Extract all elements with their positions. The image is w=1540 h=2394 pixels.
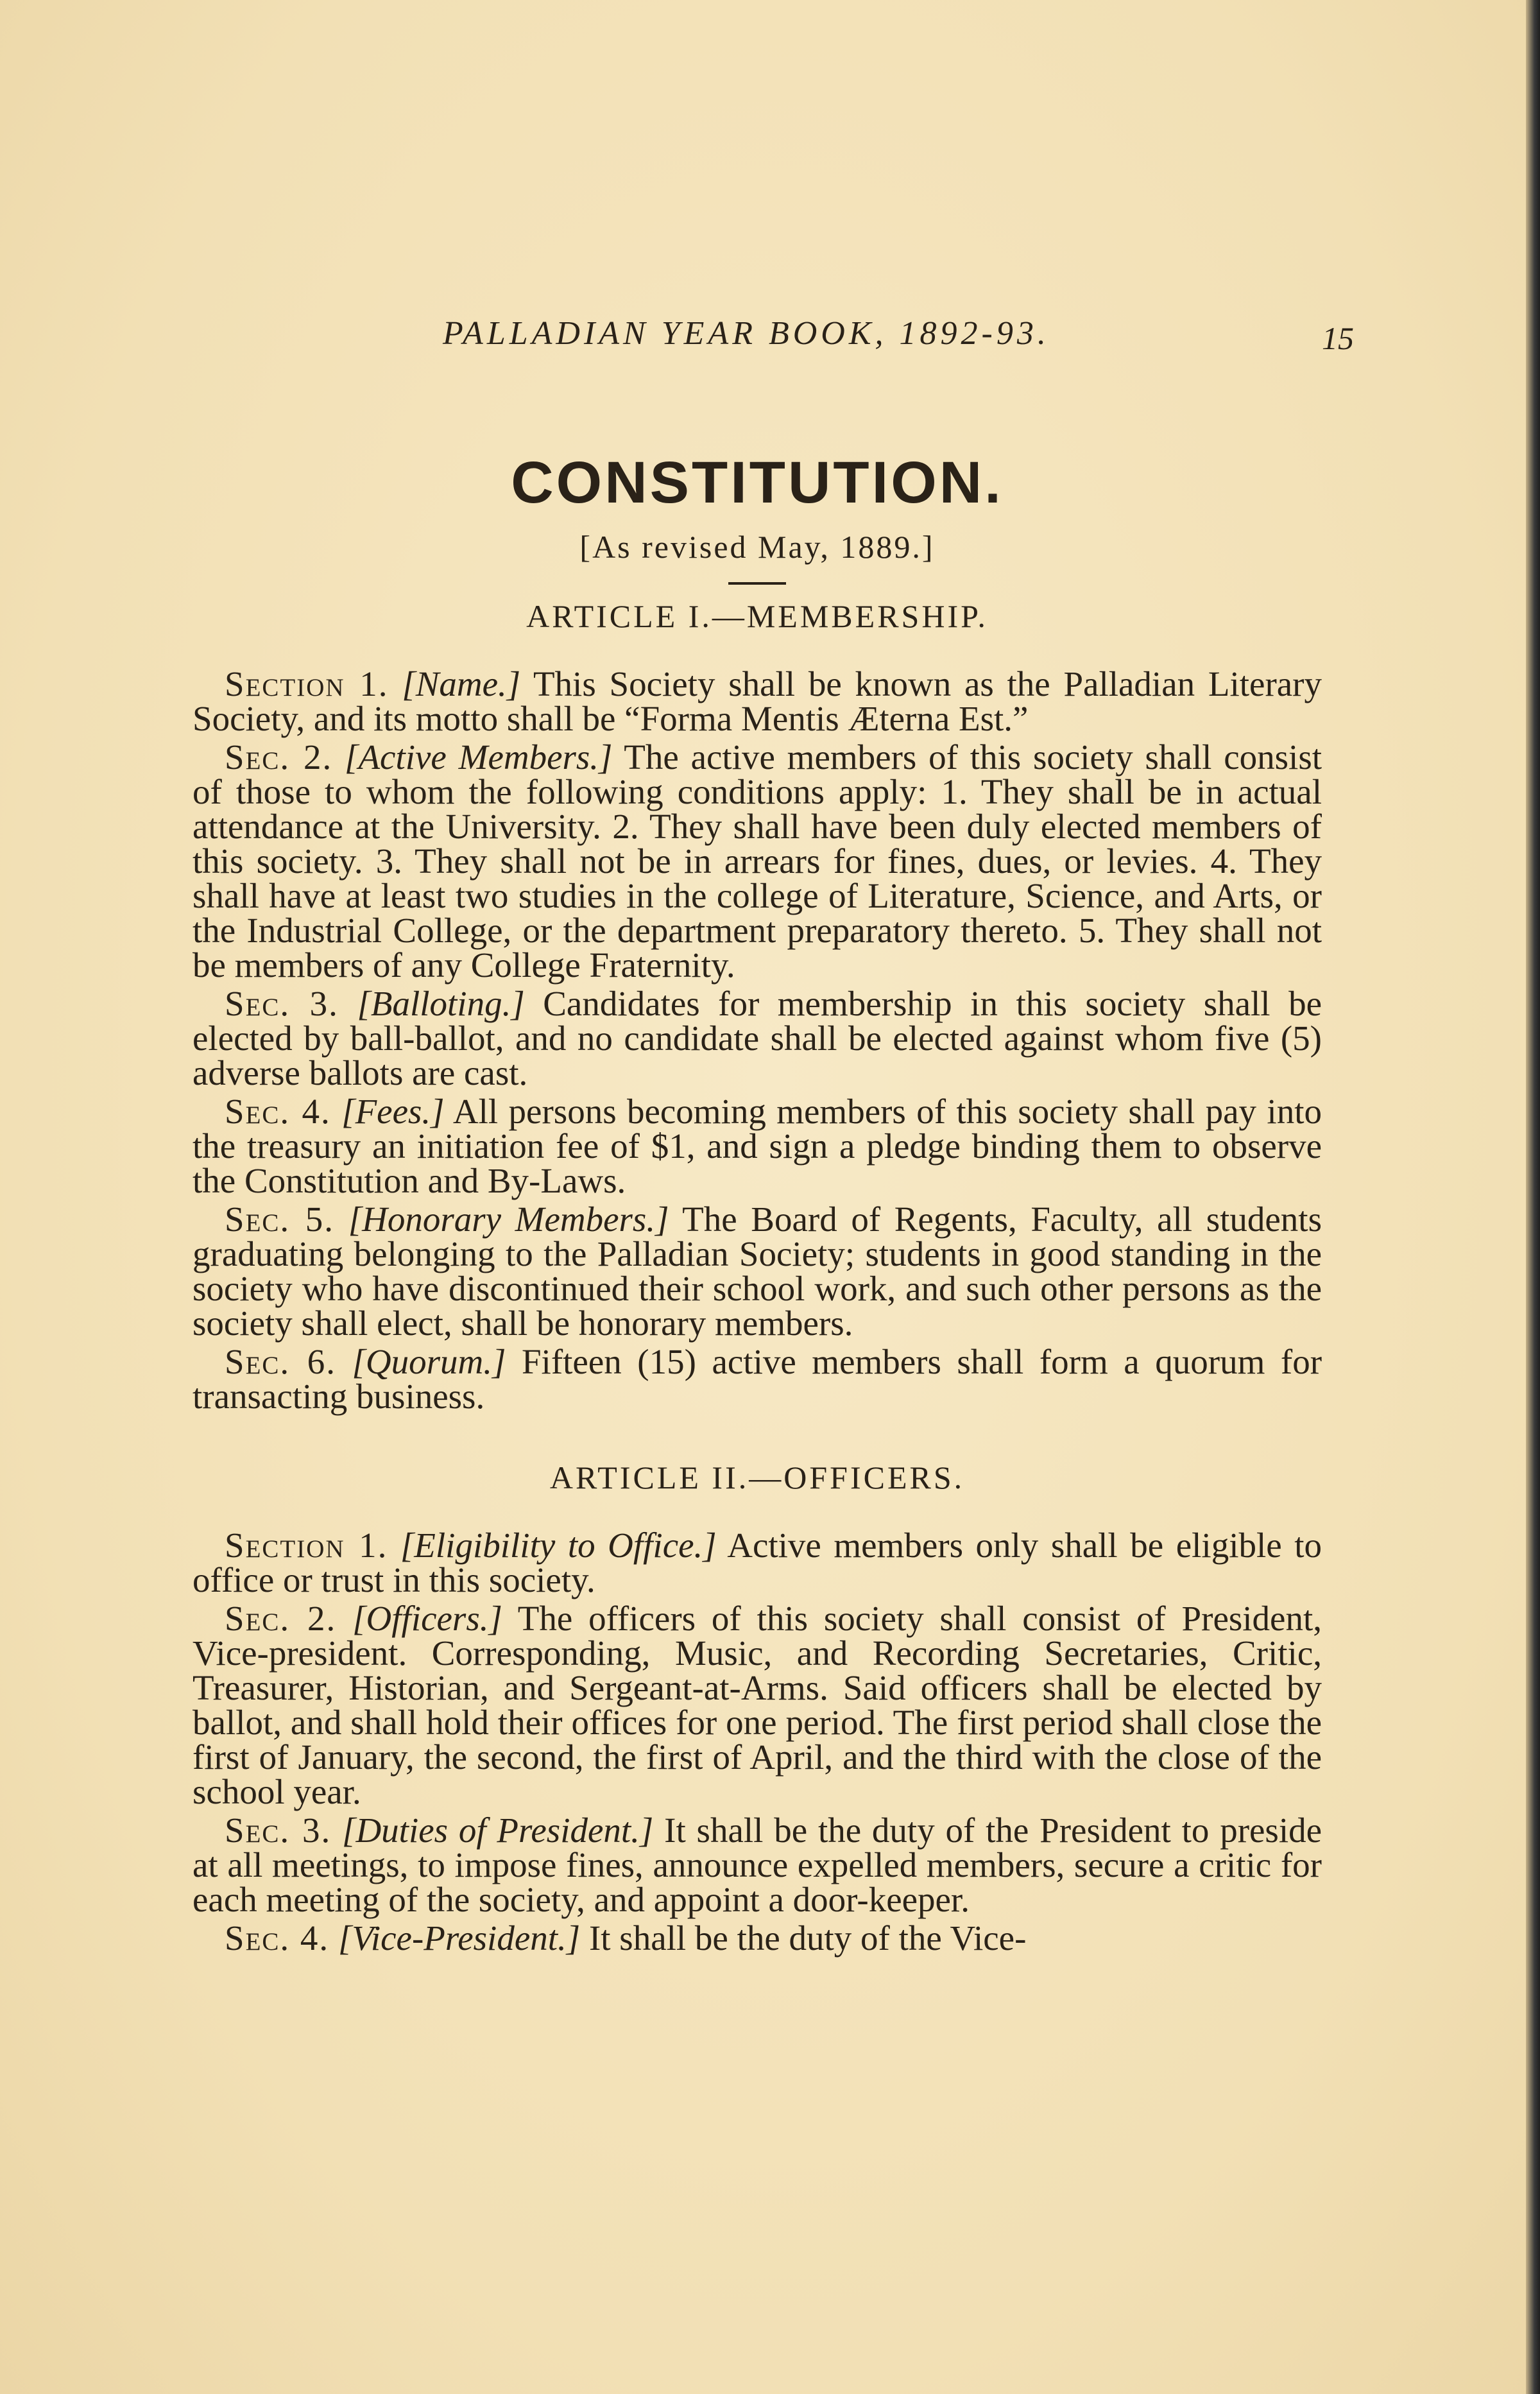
title-rule <box>728 582 786 585</box>
article-section <box>193 664 1322 738</box>
section-label: Sec. 2. <box>225 737 333 777</box>
section-label: Sec. 3. <box>225 1811 332 1850</box>
section-tag: [Quorum.] <box>352 1342 506 1381</box>
article-section <box>193 1094 1322 1198</box>
section-tag: [Officers.] <box>352 1599 502 1638</box>
section-label: Sec. 3. <box>225 984 339 1023</box>
section-label: Sec. 5. <box>225 1200 335 1239</box>
section-tag: [Vice-President.] <box>338 1918 581 1958</box>
section-label: Section 1. <box>225 1526 388 1565</box>
section-text: The Board of Regents, Faculty, all students graduating belonging to the Palladian Society; students in good standing in the society who have discontinued their school work, and such other persons as the society shall elect, shall be honorary members. <box>193 1200 1322 1343</box>
article-section <box>193 1601 1322 1809</box>
revision-note: [As revised May, 1889.] <box>579 529 935 565</box>
section-label: Sec. 6. <box>225 1342 336 1381</box>
book-spine-edge <box>1526 0 1540 2394</box>
article-section <box>193 1918 1322 1958</box>
section-tag: [Fees.] <box>341 1092 445 1131</box>
running-title: PALLADIAN YEAR BOOK, 1892-93. <box>443 315 1050 352</box>
article-section <box>193 986 1322 1090</box>
article-heading: ARTICLE II.—OFFICERS. <box>549 1460 965 1495</box>
section-text: Candidates for membership in this society shall be elected by ball-ballot, and no candidate shall be elected against whom five (5) adverse ballots are cast. <box>193 984 1322 1092</box>
section-label: Sec. 4. <box>225 1092 331 1131</box>
section-tag: [Duties of President.] <box>342 1811 654 1850</box>
section-text: This Society shall be known as the Palladian Literary Society, and its motto shall be “Forma Mentis Æterna Est.” <box>193 664 1322 738</box>
article-section <box>193 1202 1322 1341</box>
article-section <box>193 1813 1322 1917</box>
section-tag: [Eligibility to Office.] <box>400 1526 717 1565</box>
section-text: It shall be the duty of the Vice- <box>588 1918 1027 1958</box>
section-text: It shall be the duty of the President to preside at all meetings, to impose fines, announce expelled members, secure a critic for each meeting of the society, and appoint a door-keeper. <box>193 1811 1322 1919</box>
article-section <box>193 737 1322 985</box>
section-text: All persons becoming members of this society shall pay into the treasury an initiation fee of $1, and sign a pledge binding them to observe the Constitution and By-Laws. <box>193 1092 1322 1200</box>
section-text: The officers of this society shall consist of President, Vice-president. Corresponding, Music, and Recording Secretaries, Critic, Treasurer, Historian, and Sergeant-at-Arms. Said officers shall be elected by ballot, and shall hold their offices for one period. The first period shall close the first of January, the second, the first of April, and the third with the close of the school year. <box>193 1599 1322 1811</box>
section-label: Sec. 4. <box>225 1918 330 1958</box>
article-section <box>193 1528 1322 1597</box>
section-text: Active members only shall be eligible to office or trust in this society. <box>193 1526 1322 1599</box>
section-text: The active members of this society shall consist of those to whom the following conditions apply: 1. They shall be in actual attendance at the University. 2. They shall have been duly elected members of this society. 3. They shall not be in arrears for fines, dues, or levies. 4. They shall have at least two studies in the college of Literature, Science, and Arts, or the Industrial College, or the department preparatory thereto. 5. They shall not be members of any College Fraternity. <box>193 737 1322 985</box>
section-label: Section 1. <box>225 664 389 703</box>
running-header <box>193 302 1354 379</box>
page-title: CONSTITUTION. <box>511 450 1004 515</box>
section-tag: [Honorary Members.] <box>348 1200 669 1239</box>
page-text-block <box>193 302 1354 1959</box>
section-tag: [Name.] <box>402 664 521 703</box>
article-section <box>193 1342 1322 1416</box>
section-tag: [Balloting.] <box>357 984 525 1023</box>
article-heading: ARTICLE I.—MEMBERSHIP. <box>526 598 988 634</box>
section-text: Fifteen (15) active members shall form a quorum for transacting business. <box>193 1342 1322 1416</box>
page-number: 15 <box>1322 320 1354 356</box>
section-tag: [Active Members.] <box>345 737 613 777</box>
section-label: Sec. 2. <box>225 1599 337 1638</box>
